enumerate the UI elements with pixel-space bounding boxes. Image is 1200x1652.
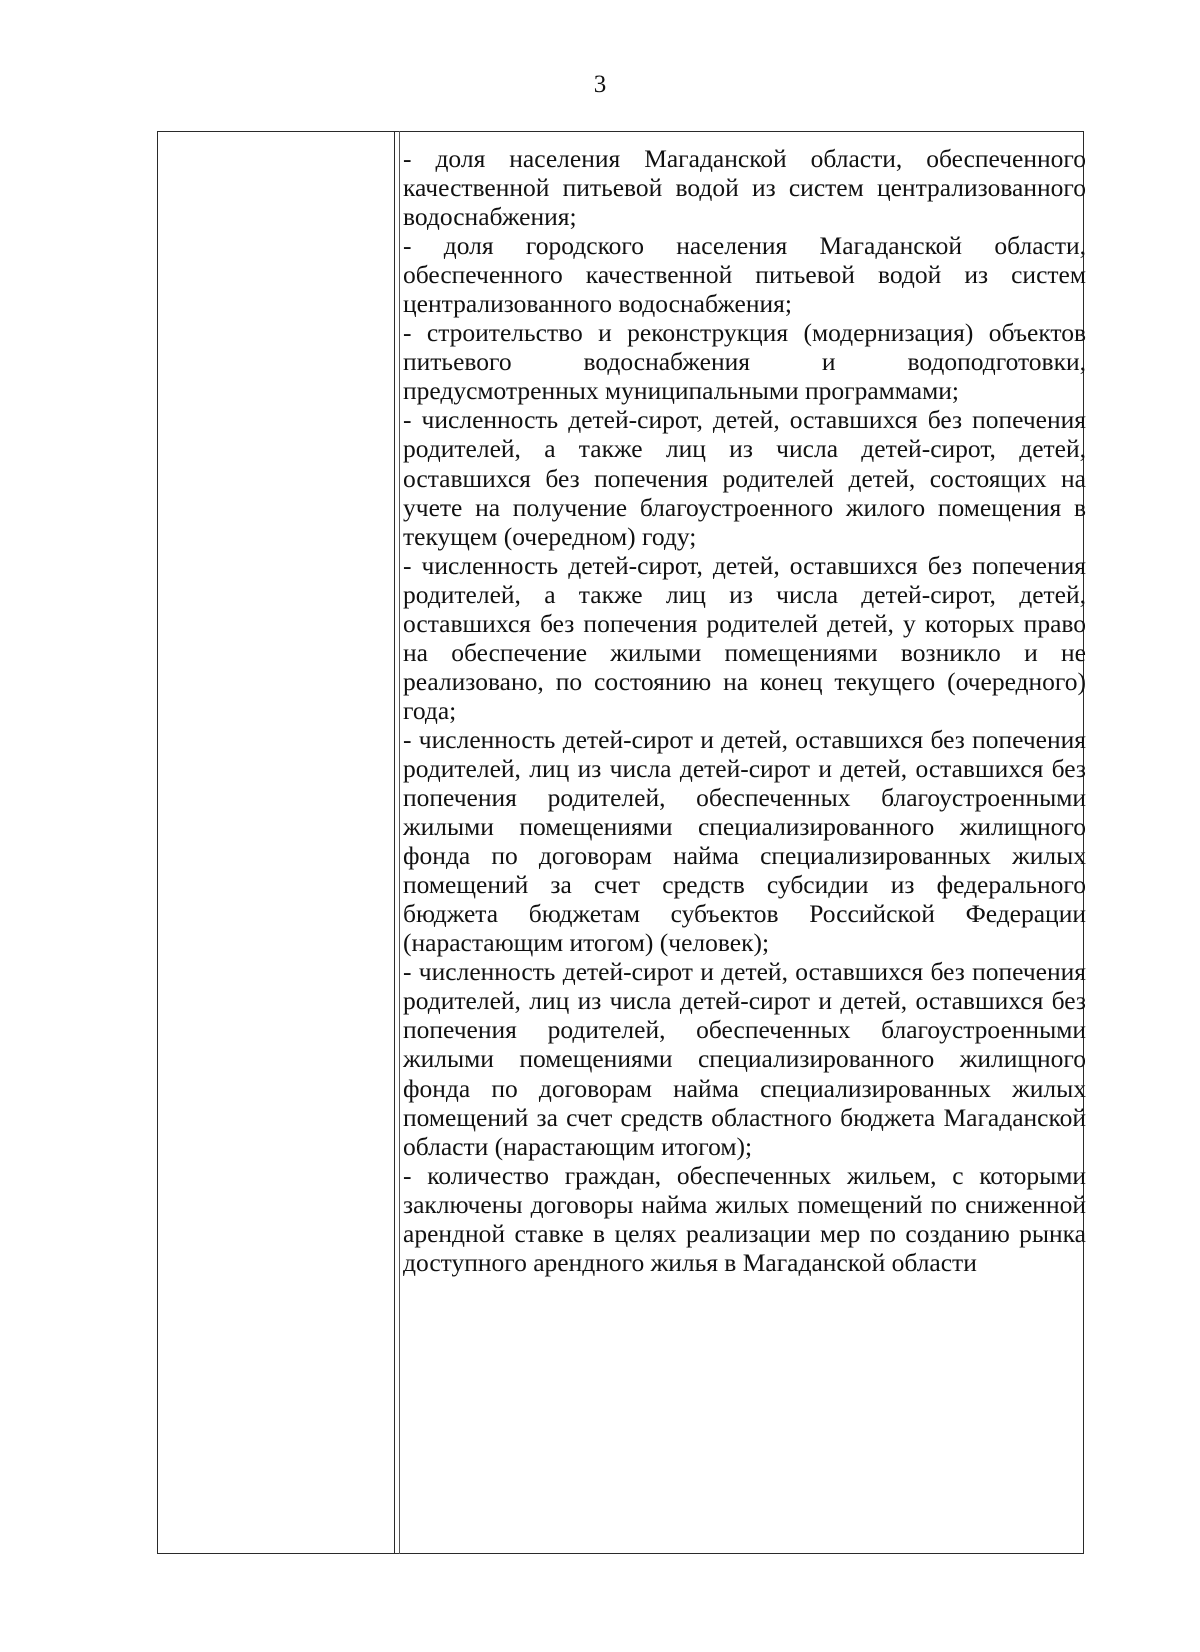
page-number: 3 xyxy=(593,71,607,98)
indicator-item: - численность детей-сирот, детей, оставшихся без попечения родителей, а также лиц из числа детей-сирот, детей, оставшихся без попечения родителей детей, у которых право на обеспечение жилыми помещениями возникло и не реализовано, по состоянию на конец текущего (очередного) года; xyxy=(403,550,1086,725)
indicator-item: - доля городского населения Магаданской области, обеспеченного качественной питьевой водой из систем централизованного водоснабжения; xyxy=(403,231,1086,319)
table-column-divider xyxy=(394,131,395,1554)
indicator-item: - численность детей-сирот и детей, оставшихся без попечения родителей, лиц из числа детей-сирот и детей, оставшихся без попечения родителей, обеспеченных благоустроенными жилыми помещениями специализированного жилищного фонда по договорам найма специализированных жилых помещений за счет средств субсидии из федерального бюджета бюджетам субъектов Российской Федерации (нарастающим итогом) (человек); xyxy=(403,724,1086,958)
indicators-list xyxy=(403,144,1086,1277)
indicator-item: - количество граждан, обеспеченных жильем, с которыми заключены договоры найма жилых помещений по сниженной арендной ставке в целях реализации мер по созданию рынка доступного арендного жилья в Магаданской области xyxy=(403,1160,1086,1277)
indicator-item: - численность детей-сирот, детей, оставшихся без попечения родителей, а также лиц из числа детей-сирот, детей, оставшихся без попечения родителей детей, состоящих на учете на получение благоустроенного жилого помещения в текущем (очередном) году; xyxy=(403,405,1086,551)
indicator-item: - численность детей-сирот и детей, оставшихся без попечения родителей, лиц из числа детей-сирот и детей, оставшихся без попечения родителей, обеспеченных благоустроенными жилыми помещениями специализированного жилищного фонда по договорам найма специализированных жилых помещений за счет средств областного бюджета Магаданской области (нарастающим итогом); xyxy=(403,957,1086,1161)
table-column-divider-inner xyxy=(399,131,400,1554)
indicator-item: - строительство и реконструкция (модернизация) объектов питьевого водоснабжения и водоподготовки, предусмотренных муниципальными программами; xyxy=(403,318,1086,406)
indicator-item: - доля населения Магаданской области, обеспеченного качественной питьевой водой из систем централизованного водоснабжения; xyxy=(403,144,1086,232)
